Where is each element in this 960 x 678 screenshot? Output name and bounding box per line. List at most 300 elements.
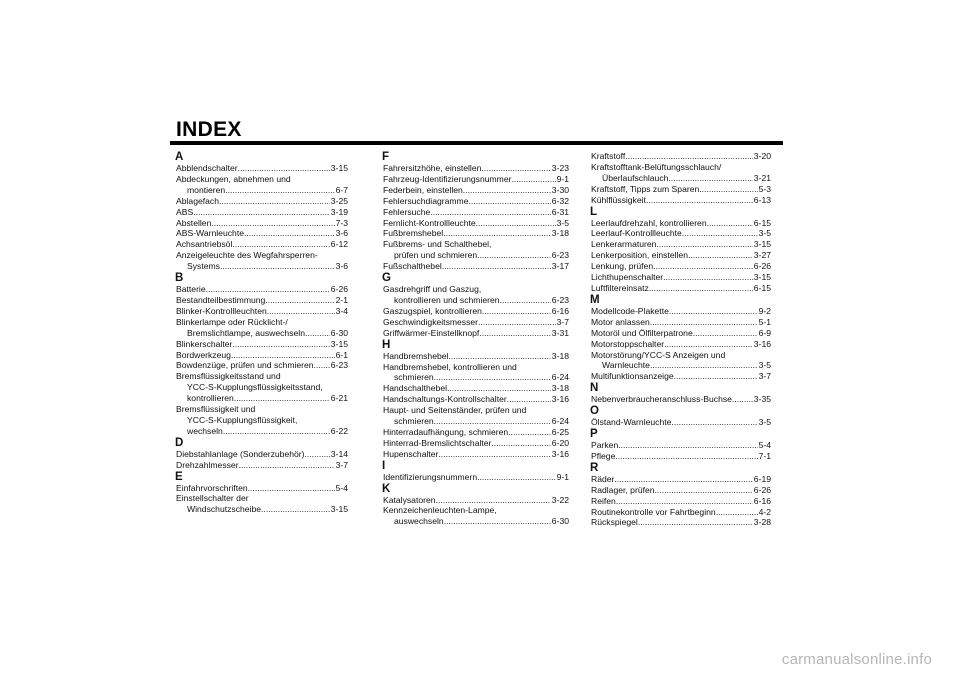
page-number: 3-15 bbox=[753, 272, 771, 283]
page-number: 6-31 bbox=[551, 206, 569, 217]
index-entry[interactable] bbox=[176, 284, 348, 295]
page-number: 5-3 bbox=[758, 183, 771, 194]
dot-leader bbox=[646, 195, 753, 206]
page-number: 5-1 bbox=[758, 316, 771, 327]
dot-leader bbox=[732, 394, 753, 405]
dot-leader bbox=[693, 328, 758, 339]
index-entry[interactable] bbox=[591, 317, 771, 328]
entry-text: Abstellen bbox=[176, 217, 212, 228]
entry-text: Handschaltungs-Kontrollschalter bbox=[383, 394, 507, 405]
entry-text: Luftfiltereinsatz bbox=[591, 282, 649, 293]
dot-leader bbox=[477, 250, 551, 261]
page-number: 3-22 bbox=[551, 494, 569, 505]
dot-leader bbox=[655, 485, 753, 496]
dot-leader bbox=[682, 228, 758, 239]
page-number: 3-14 bbox=[330, 448, 348, 459]
entry-text: Blinkerlampe oder Rücklicht-/ bbox=[176, 316, 288, 327]
index-entry[interactable] bbox=[591, 239, 771, 250]
page-number: 6-30 bbox=[330, 327, 348, 338]
dot-leader bbox=[500, 295, 551, 306]
entry-text: Radlager, prüfen bbox=[591, 484, 655, 495]
page-number: 3-5 bbox=[758, 228, 771, 239]
entry-text: Geschwindigkeitsmesser bbox=[383, 316, 479, 327]
entry-text: Einfahrvorschriften bbox=[176, 482, 248, 493]
index-entry[interactable] bbox=[176, 196, 348, 207]
dot-leader bbox=[448, 351, 550, 362]
page-number: 7-1 bbox=[758, 450, 771, 461]
entry-text: Kennzeichenleuchten-Lampe, bbox=[383, 505, 497, 516]
index-entry[interactable] bbox=[383, 449, 569, 460]
page-number: 3-6 bbox=[335, 261, 348, 272]
index-letter-heading: I bbox=[382, 459, 386, 472]
entry-text: Bremsflüssigkeit und bbox=[176, 404, 256, 415]
dot-leader bbox=[232, 239, 329, 250]
dot-leader bbox=[225, 185, 334, 196]
entry-text: Handbremshebel bbox=[383, 350, 449, 361]
entry-text: Überlaufschlauch bbox=[602, 172, 669, 183]
entry-text: Gaszugspiel, kontrollieren bbox=[383, 305, 482, 316]
index-entry[interactable] bbox=[591, 261, 771, 272]
entry-text: Ölstand-Warnleuchte bbox=[591, 417, 672, 428]
index-entry[interactable] bbox=[383, 163, 569, 174]
index-entry[interactable] bbox=[383, 427, 569, 438]
index-entry[interactable] bbox=[383, 362, 569, 384]
index-entry[interactable] bbox=[591, 162, 771, 184]
dot-leader bbox=[707, 218, 753, 229]
entry-text: kontrollieren und schmieren bbox=[394, 294, 500, 305]
entry-text: Lenkung, prüfen bbox=[591, 261, 654, 272]
dot-leader bbox=[438, 449, 550, 460]
dot-leader bbox=[614, 474, 752, 485]
page-number: 3-7 bbox=[335, 459, 348, 470]
dot-leader bbox=[482, 306, 551, 317]
index-entry[interactable] bbox=[591, 394, 771, 405]
index-letter-heading: F bbox=[382, 151, 390, 163]
entry-text: Motorstörung/YCC-S Anzeigen und bbox=[591, 349, 726, 360]
dot-leader bbox=[650, 317, 758, 328]
watermark: carmanualsonline.info bbox=[781, 651, 932, 668]
page-number: 3-18 bbox=[551, 350, 569, 361]
page-number: 6-26 bbox=[330, 284, 348, 295]
index-entry[interactable] bbox=[591, 228, 771, 239]
index-entry[interactable] bbox=[383, 383, 569, 394]
index-entry[interactable] bbox=[383, 472, 569, 483]
entry-text: schmieren bbox=[394, 372, 434, 383]
index-entry[interactable] bbox=[591, 339, 771, 350]
page-number: 9-1 bbox=[556, 471, 569, 482]
index-entry[interactable] bbox=[383, 306, 569, 317]
dot-leader bbox=[434, 416, 551, 427]
index-entry[interactable] bbox=[176, 404, 348, 437]
index-entry[interactable] bbox=[383, 261, 569, 272]
index-letter-heading: L bbox=[590, 205, 598, 218]
index-letter-heading: A bbox=[175, 151, 184, 163]
entry-text: Leerlaufdrehzahl, kontrollieren bbox=[591, 217, 707, 228]
page-number: 3-31 bbox=[551, 327, 569, 338]
index-entry[interactable] bbox=[176, 449, 348, 460]
page-number: 6-16 bbox=[753, 495, 771, 506]
entry-text: Lenkerarmaturen bbox=[591, 239, 657, 250]
index-entry[interactable] bbox=[176, 483, 348, 494]
page-number: 6-24 bbox=[551, 372, 569, 383]
entry-text: Motoröl und Ölfilterpatrone bbox=[591, 327, 693, 338]
dot-leader bbox=[650, 360, 758, 371]
index-entry[interactable] bbox=[591, 451, 771, 462]
dot-leader bbox=[305, 449, 330, 460]
dot-leader bbox=[463, 185, 551, 196]
dot-leader bbox=[239, 460, 335, 471]
index-letter-heading: K bbox=[382, 482, 391, 495]
dot-leader bbox=[442, 261, 551, 272]
index-letter-heading: D bbox=[175, 436, 184, 449]
page-number: 3-30 bbox=[551, 184, 569, 195]
page-number: 6-12 bbox=[330, 239, 348, 250]
entry-text: Fußbremshebel bbox=[383, 228, 444, 239]
index-entry[interactable] bbox=[591, 350, 771, 372]
index-entry[interactable] bbox=[591, 283, 771, 294]
entry-text: Diebstahlanlage (Sonderzubehör) bbox=[176, 448, 305, 459]
dot-leader bbox=[430, 207, 551, 218]
page-number: 3-15 bbox=[753, 239, 771, 250]
dot-leader bbox=[234, 393, 330, 404]
page-number: 6-21 bbox=[330, 393, 348, 404]
index-entry[interactable] bbox=[176, 360, 348, 371]
dot-leader bbox=[668, 173, 752, 184]
page-number: 6-15 bbox=[753, 282, 771, 293]
entry-text: Systems bbox=[187, 261, 220, 272]
entry-text: Bremsflüssigkeitsstand und bbox=[176, 371, 281, 382]
index-entry[interactable] bbox=[383, 239, 569, 261]
index-entry[interactable] bbox=[176, 460, 348, 471]
entry-text: Griffwärmer-Einstellknopf bbox=[383, 327, 480, 338]
entry-text: Batterie bbox=[176, 284, 206, 295]
page-number: 6-32 bbox=[551, 195, 569, 206]
page-number: 9-1 bbox=[556, 173, 569, 184]
entry-text: Hupenschalter bbox=[383, 448, 439, 459]
entry-text: Einstellschalter der bbox=[176, 493, 249, 504]
entry-text: Bordwerkzeug bbox=[176, 349, 231, 360]
index-entry[interactable] bbox=[176, 163, 348, 174]
page-number: 3-16 bbox=[551, 448, 569, 459]
page-number: 3-4 bbox=[335, 305, 348, 316]
page-number: 6-23 bbox=[330, 360, 348, 371]
index-letter-heading: B bbox=[175, 272, 184, 285]
index-entry[interactable] bbox=[383, 495, 569, 506]
index-entry[interactable] bbox=[176, 239, 348, 250]
dot-leader bbox=[478, 317, 556, 328]
page-number: 6-1 bbox=[335, 349, 348, 360]
index-entry[interactable] bbox=[383, 394, 569, 405]
index-entry[interactable] bbox=[176, 228, 348, 239]
dot-leader bbox=[447, 383, 551, 394]
page-number: 3-18 bbox=[551, 228, 569, 239]
index-entry[interactable] bbox=[176, 295, 348, 306]
entry-text: Anzeigeleuchte des Wegfahrsperren- bbox=[176, 250, 318, 261]
entry-text: Bremslichtlampe, auswechseln bbox=[187, 327, 305, 338]
index-entry[interactable] bbox=[176, 207, 348, 218]
page-number: 3-23 bbox=[551, 163, 569, 173]
entry-text: Abdeckungen, abnehmen und bbox=[176, 173, 291, 184]
page-number: 3-27 bbox=[753, 250, 771, 261]
entry-text: Drehzahlmesser bbox=[176, 459, 239, 470]
index-entry[interactable] bbox=[176, 339, 348, 350]
index-letter-heading: H bbox=[382, 338, 391, 351]
page-number: 3-15 bbox=[330, 338, 348, 349]
page-number: 3-25 bbox=[330, 195, 348, 206]
index-entry[interactable] bbox=[591, 496, 771, 507]
entry-text: auswechseln bbox=[394, 516, 444, 527]
dot-leader bbox=[231, 350, 335, 361]
entry-text: schmieren bbox=[394, 416, 434, 427]
entry-text: Fahrersitzhöhe, einstellen bbox=[383, 163, 482, 173]
index-entry[interactable] bbox=[383, 351, 569, 362]
page-number: 6-25 bbox=[551, 426, 569, 437]
dot-leader bbox=[481, 163, 550, 174]
entry-text: montieren bbox=[187, 184, 226, 195]
index-entry[interactable] bbox=[383, 438, 569, 449]
dot-leader bbox=[223, 426, 330, 437]
page-number: 3-20 bbox=[753, 151, 771, 161]
index-entry[interactable] bbox=[591, 306, 771, 317]
entry-text: Identifizierungsnummern bbox=[383, 471, 478, 482]
page-number: 5-4 bbox=[758, 440, 771, 451]
page-number: 6-26 bbox=[753, 484, 771, 495]
index-entry[interactable] bbox=[176, 493, 348, 515]
entry-text: Fußbrems- und Schalthebel, bbox=[383, 239, 492, 250]
dot-leader bbox=[671, 417, 757, 428]
index-entry[interactable] bbox=[591, 440, 771, 451]
entry-text: Motorstoppschalter bbox=[591, 338, 665, 349]
entry-text: Rückspiegel bbox=[591, 517, 638, 528]
index-entry[interactable] bbox=[383, 317, 569, 328]
entry-text: Hinterrad-Bremslichtschalter bbox=[383, 437, 492, 448]
dot-leader bbox=[716, 507, 758, 518]
page-number: 6-22 bbox=[330, 425, 348, 436]
dot-leader bbox=[305, 328, 330, 339]
page-number: 7-3 bbox=[335, 217, 348, 228]
page-number: 6-23 bbox=[551, 294, 569, 305]
dot-leader bbox=[211, 218, 334, 229]
index-letter-heading: P bbox=[590, 428, 598, 441]
dot-leader bbox=[674, 371, 758, 382]
page-number: 6-26 bbox=[753, 261, 771, 272]
entry-text: kontrollieren bbox=[187, 393, 234, 404]
dot-leader bbox=[699, 184, 757, 195]
entry-text: ABS bbox=[176, 206, 194, 217]
entry-text: Parken bbox=[591, 440, 619, 451]
page-number: 3-19 bbox=[330, 206, 348, 217]
dot-leader bbox=[663, 272, 753, 283]
dot-leader bbox=[261, 504, 330, 515]
page-number: 3-16 bbox=[551, 394, 569, 405]
title-rule bbox=[170, 141, 783, 145]
page-number: 9-2 bbox=[758, 305, 771, 316]
entry-text: Bestandteilbestimmung bbox=[176, 294, 266, 305]
dot-leader bbox=[469, 196, 551, 207]
entry-text: prüfen und schmieren bbox=[394, 250, 478, 261]
entry-text: Ablagefach bbox=[176, 195, 220, 206]
page-number: 6-24 bbox=[551, 416, 569, 427]
page-number: 3-5 bbox=[758, 417, 771, 428]
page-number: 3-15 bbox=[330, 163, 348, 173]
index-letter-heading: E bbox=[175, 470, 183, 483]
page-number: 6-15 bbox=[753, 217, 771, 228]
dot-leader bbox=[664, 339, 753, 350]
entry-text: Leerlauf-Kontrollleuchte bbox=[591, 228, 682, 239]
entry-text: YCC-S-Kupplungsflüssigkeitsstand, bbox=[187, 382, 323, 393]
index-entry[interactable] bbox=[176, 317, 348, 339]
entry-text: Kraftstofftank-Belüftungsschlauch/ bbox=[591, 161, 722, 172]
index-entry[interactable] bbox=[176, 350, 348, 361]
dot-leader bbox=[653, 261, 753, 272]
page-number: 6-13 bbox=[753, 194, 771, 205]
page-number: 3-7 bbox=[556, 316, 569, 327]
page-number: 6-23 bbox=[551, 250, 569, 261]
index-column-2 bbox=[383, 151, 569, 527]
page-number: 3-16 bbox=[753, 338, 771, 349]
entry-text: Warnleuchte bbox=[602, 360, 650, 371]
entry-text: Hinterradaufhängung, schmieren bbox=[383, 426, 509, 437]
page-number: 6-30 bbox=[551, 516, 569, 527]
index-entry[interactable] bbox=[591, 184, 771, 195]
page-number: 3-28 bbox=[753, 517, 771, 528]
index-letter-heading: R bbox=[590, 461, 599, 474]
dot-leader bbox=[638, 517, 753, 528]
index-entry[interactable] bbox=[383, 185, 569, 196]
dot-leader bbox=[491, 438, 550, 449]
entry-text: Reifen bbox=[591, 495, 616, 506]
dot-leader bbox=[238, 163, 330, 174]
page-number: 6-9 bbox=[758, 327, 771, 338]
entry-text: Windschutzscheibe bbox=[187, 504, 262, 515]
dot-leader bbox=[507, 394, 551, 405]
page-number: 3-17 bbox=[551, 261, 569, 272]
index-column-1 bbox=[176, 151, 348, 515]
page-number: 3-7 bbox=[758, 371, 771, 382]
index-entry[interactable] bbox=[591, 474, 771, 485]
entry-text: ABS-Warnleuchte bbox=[176, 228, 244, 239]
index-column-3 bbox=[591, 151, 771, 528]
index-entry[interactable] bbox=[176, 218, 348, 229]
page-number: 3-21 bbox=[753, 172, 771, 183]
index-entry[interactable] bbox=[591, 371, 771, 382]
index-entry[interactable] bbox=[176, 250, 348, 272]
dot-leader bbox=[512, 174, 556, 185]
dot-leader bbox=[625, 151, 753, 162]
index-letter-heading: O bbox=[590, 405, 599, 418]
index-entry[interactable] bbox=[176, 174, 348, 196]
dot-leader bbox=[615, 451, 757, 462]
entry-text: Fußschalthebel bbox=[383, 261, 442, 272]
dot-leader bbox=[656, 239, 752, 250]
index-entry[interactable] bbox=[591, 195, 771, 206]
index-entry[interactable] bbox=[383, 505, 569, 527]
entry-text: Multifunktionsanzeige bbox=[591, 371, 674, 382]
dot-leader bbox=[669, 306, 758, 317]
entry-text: Kühlflüssigkeit bbox=[591, 194, 646, 205]
page-number: 3-15 bbox=[330, 504, 348, 515]
page-number: 5-4 bbox=[335, 482, 348, 493]
entry-text: Pflege bbox=[591, 450, 616, 461]
dot-leader bbox=[436, 495, 551, 506]
index-entry[interactable] bbox=[591, 328, 771, 339]
dot-leader bbox=[232, 339, 329, 350]
index-entry[interactable] bbox=[591, 507, 771, 518]
index-entry[interactable] bbox=[383, 218, 569, 229]
page-number: 6-16 bbox=[551, 305, 569, 316]
dot-leader bbox=[649, 283, 753, 294]
index-entry[interactable] bbox=[176, 371, 348, 404]
page-number: 6-20 bbox=[551, 437, 569, 448]
dot-leader bbox=[508, 427, 551, 438]
dot-leader bbox=[616, 496, 753, 507]
page-number: 6-7 bbox=[335, 184, 348, 195]
index-entry[interactable] bbox=[591, 485, 771, 496]
entry-text: Fernlicht-Kontrollleuchte bbox=[383, 217, 476, 228]
dot-leader bbox=[265, 295, 334, 306]
entry-text: Blinkerschalter bbox=[176, 338, 233, 349]
dot-leader bbox=[206, 284, 330, 295]
dot-leader bbox=[267, 306, 335, 317]
dot-leader bbox=[444, 516, 551, 527]
dot-leader bbox=[244, 228, 335, 239]
index-entry[interactable] bbox=[383, 174, 569, 185]
index-entry[interactable] bbox=[383, 405, 569, 427]
entry-text: Katalysatoren bbox=[383, 494, 436, 505]
entry-text: Lichthupenschalter bbox=[591, 272, 664, 283]
index-entry[interactable] bbox=[591, 151, 771, 162]
index-entry[interactable] bbox=[383, 207, 569, 218]
index-entry[interactable] bbox=[591, 417, 771, 428]
index-entry[interactable] bbox=[591, 218, 771, 229]
entry-text: Abblendschalter bbox=[176, 163, 238, 173]
entry-text: Fehlersuche bbox=[383, 206, 431, 217]
index-entry[interactable] bbox=[591, 250, 771, 261]
dot-leader bbox=[477, 472, 555, 483]
dot-leader bbox=[220, 261, 335, 272]
entry-text: Gasdrehgriff und Gaszug, bbox=[383, 284, 482, 295]
entry-text: Routinekontrolle vor Fahrtbeginn bbox=[591, 506, 716, 517]
entry-text: Federbein, einstellen bbox=[383, 184, 463, 195]
dot-leader bbox=[314, 360, 330, 371]
index-entry[interactable] bbox=[383, 228, 569, 239]
index-entry[interactable] bbox=[383, 284, 569, 306]
index-letter-heading: G bbox=[382, 272, 391, 285]
index-entry[interactable] bbox=[383, 196, 569, 207]
entry-text: Handbremshebel, kontrollieren und bbox=[383, 361, 517, 372]
entry-text: Kraftstoff, Tipps zum Sparen bbox=[591, 183, 700, 194]
entry-text: Handschalthebel bbox=[383, 383, 448, 394]
dot-leader bbox=[688, 250, 753, 261]
index-entry[interactable] bbox=[591, 272, 771, 283]
index-entry[interactable] bbox=[591, 517, 771, 528]
entry-text: wechseln bbox=[187, 425, 223, 436]
dot-leader bbox=[193, 207, 330, 218]
entry-text: Fehlersuchdiagramme bbox=[383, 195, 469, 206]
page-title: INDEX bbox=[176, 118, 242, 141]
page-number: 3-35 bbox=[753, 394, 771, 405]
page-number: 3-5 bbox=[758, 360, 771, 371]
entry-text: Blinker-Kontrollleuchten bbox=[176, 305, 267, 316]
page-number: 2-1 bbox=[335, 294, 348, 305]
entry-text: Lenkerposition, einstellen bbox=[591, 250, 688, 261]
index-entry[interactable] bbox=[383, 328, 569, 339]
entry-text: Räder bbox=[591, 473, 615, 484]
page-number: 4-2 bbox=[758, 506, 771, 517]
index-entry[interactable] bbox=[176, 306, 348, 317]
index-letter-heading: M bbox=[590, 293, 600, 306]
entry-text: Motor anlassen bbox=[591, 316, 650, 327]
